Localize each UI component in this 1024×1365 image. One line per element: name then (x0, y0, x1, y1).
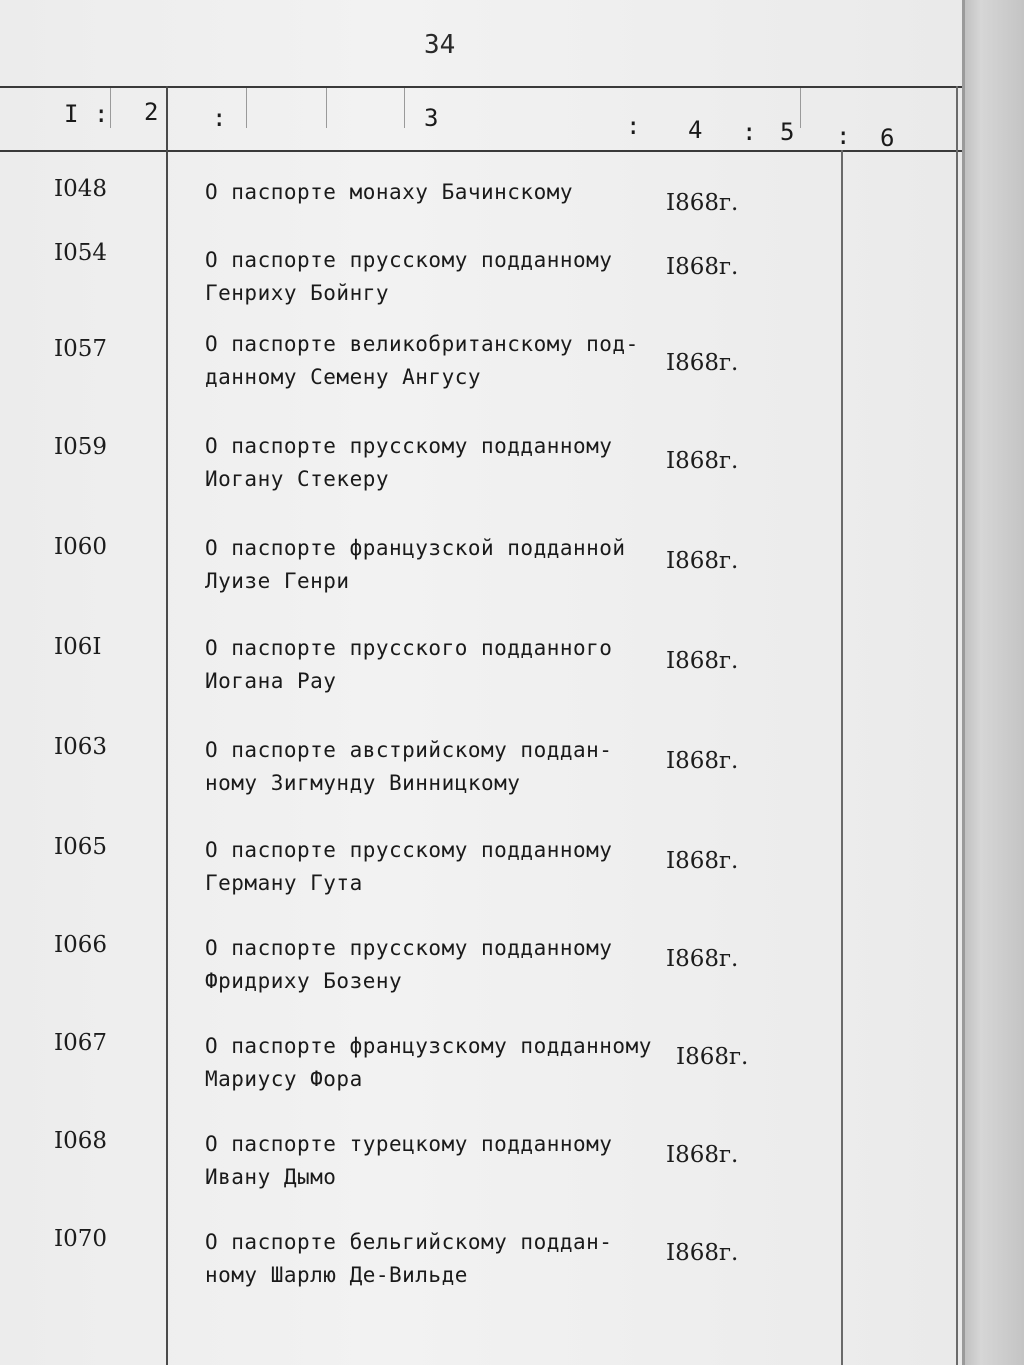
row-title-line-1: О паспорте австрийскому поддан- (205, 738, 613, 762)
row-title (205, 932, 675, 998)
row-title (205, 1030, 675, 1096)
row-title-line-2: Генриху Бойнгу (205, 281, 390, 305)
header-col-4: 4 (688, 116, 703, 144)
page-number: 34 (424, 30, 456, 60)
faint-divider (800, 88, 801, 128)
row-title-line-2: Герману Гута (205, 871, 363, 895)
row-title-line-2: Иогана Рау (205, 669, 337, 693)
row-title-line-2: данному Семену Ангусу (205, 365, 482, 389)
row-title-line-2: Фридриху Бозену (205, 969, 403, 993)
header-bottom-rule (0, 150, 962, 152)
row-year: I868г. (666, 548, 739, 574)
row-title (205, 244, 675, 310)
row-number: I057 (54, 336, 107, 362)
row-number: I06I (54, 634, 102, 660)
row-year: I868г. (666, 848, 739, 874)
row-title (205, 1128, 675, 1194)
row-number: I066 (54, 932, 107, 958)
row-number: I060 (54, 534, 107, 560)
row-title (205, 734, 675, 800)
row-year: I868г. (666, 190, 739, 216)
faint-divider (110, 88, 111, 128)
row-title-line-1: О паспорте великобританскому под- (205, 332, 639, 356)
row-title (205, 632, 675, 698)
header-sep-1: : (94, 100, 109, 128)
row-title (205, 328, 675, 394)
row-title-line-2: ному Шарлю Де-Вильде (205, 1263, 468, 1287)
row-title-line-1: О паспорте прусскому подданному (205, 936, 613, 960)
row-year: I868г. (666, 254, 739, 280)
row-number: I059 (54, 434, 107, 460)
header-col-6: 6 (880, 124, 895, 152)
row-title-line-2: Иогану Стекеру (205, 467, 390, 491)
row-number: I048 (54, 176, 107, 202)
row-title (205, 430, 675, 496)
row-title-line-1: О паспорте французскому подданному (205, 1034, 652, 1058)
header-col-3: 3 (424, 104, 439, 132)
row-number: I063 (54, 734, 107, 760)
row-number: I067 (54, 1030, 107, 1056)
header-sep-5: : (836, 122, 851, 150)
header-col-1: I (64, 100, 79, 128)
row-title (205, 1226, 675, 1292)
row-title-line-1: О паспорте прусскому подданному (205, 434, 613, 458)
row-year: I868г. (676, 1044, 749, 1070)
row-title-line-2: ному Зигмунду Винницкому (205, 771, 521, 795)
row-title-line-2: Луизе Генри (205, 569, 350, 593)
row-year: I868г. (666, 448, 739, 474)
row-title-line-1: О паспорте монаху Бачинскому (205, 180, 574, 204)
row-title-line-2: Мариусу Фора (205, 1067, 363, 1091)
column-divider-6 (956, 86, 958, 1365)
row-number: I070 (54, 1226, 107, 1252)
column-divider-2 (166, 86, 168, 1365)
row-year: I868г. (666, 1142, 739, 1168)
faint-divider (326, 88, 327, 128)
row-title-line-1: О паспорте турецкому подданному (205, 1132, 613, 1156)
row-number: I068 (54, 1128, 107, 1154)
row-number: I065 (54, 834, 107, 860)
page-edge (962, 0, 1024, 1365)
row-title-line-1: О паспорте французской подданной (205, 536, 626, 560)
row-year: I868г. (666, 1240, 739, 1266)
row-title-line-2: Ивану Дымо (205, 1165, 337, 1189)
row-title (205, 532, 675, 598)
row-title-line-1: О паспорте прусскому подданному (205, 838, 613, 862)
header-col-2: 2 (144, 98, 159, 126)
row-number: I054 (54, 240, 107, 266)
column-divider-5 (841, 150, 843, 1365)
row-title (205, 176, 675, 209)
row-title-line-1: О паспорте прусскому подданному (205, 248, 613, 272)
faint-divider (246, 88, 247, 128)
row-title-line-1: О паспорте бельгийскому поддан- (205, 1230, 613, 1254)
header-sep-4: : (742, 118, 757, 146)
row-year: I868г. (666, 648, 739, 674)
header-col-5: 5 (780, 118, 795, 146)
row-year: I868г. (666, 748, 739, 774)
row-year: I868г. (666, 946, 739, 972)
row-title (205, 834, 675, 900)
header-sep-2: : (212, 104, 227, 132)
header-top-rule (0, 86, 962, 88)
faint-divider (404, 88, 405, 128)
row-year: I868г. (666, 350, 739, 376)
row-title-line-1: О паспорте прусского подданного (205, 636, 613, 660)
header-sep-3: : (626, 112, 641, 140)
